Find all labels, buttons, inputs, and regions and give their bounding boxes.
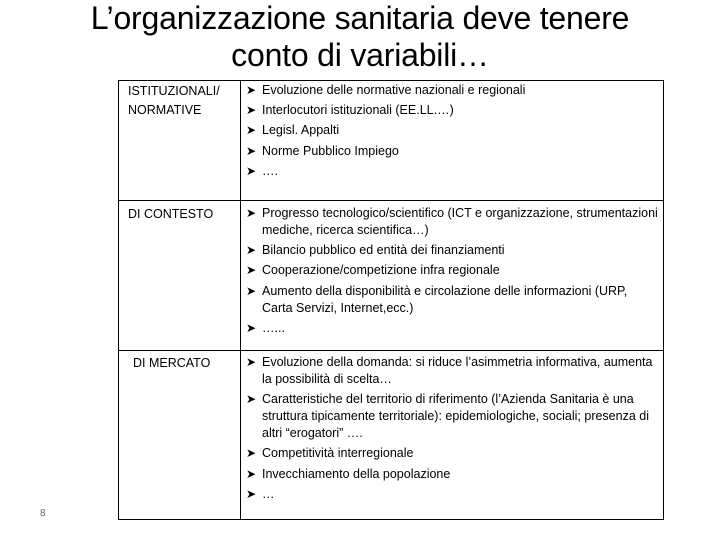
list-item (246, 320, 658, 337)
arrow-bullet-icon: ➤ (246, 123, 257, 138)
arrow-bullet-icon: ➤ (246, 143, 257, 158)
list-item (246, 391, 658, 442)
bullet-list-contesto (246, 205, 658, 340)
row-label-contesto (128, 205, 213, 224)
list-item (246, 82, 658, 99)
list-item (246, 102, 658, 119)
list-item (246, 122, 658, 139)
arrow-bullet-icon: ➤ (246, 263, 257, 278)
bullet-list-mercato (246, 354, 658, 506)
list-item (246, 262, 658, 279)
arrow-bullet-icon: ➤ (246, 486, 257, 501)
arrow-bullet-icon: ➤ (246, 243, 257, 258)
arrow-bullet-icon: ➤ (246, 320, 257, 335)
list-item-text: …... (262, 320, 285, 335)
list-item (246, 205, 658, 239)
arrow-bullet-icon: ➤ (246, 466, 257, 481)
table-column-divider (240, 80, 241, 520)
slide-title (0, 0, 720, 74)
list-item (246, 466, 658, 483)
list-item-text: Aumento della disponibilità e circolazione delle informazioni (URP, Carta Servizi, Internet,ecc.) (262, 283, 628, 315)
list-item-text: Evoluzione della domanda: si riduce l’asimmetria informativa, aumenta la possibilità di scelta… (262, 355, 653, 386)
bullet-list-istituzionali (246, 82, 658, 183)
row-label-line: NORMATIVE (128, 103, 202, 117)
arrow-bullet-icon: ➤ (246, 163, 257, 178)
list-item (246, 354, 658, 388)
arrow-bullet-icon: ➤ (246, 83, 257, 97)
list-item-text: Interlocutori istituzionali (EE.LL.…) (262, 103, 454, 118)
list-item (246, 242, 658, 259)
slide-title-line-1: L’organizzazione sanitaria deve tenere (90, 0, 630, 36)
arrow-bullet-icon: ➤ (246, 446, 257, 461)
list-item-text: Progresso tecnologico/scientifico (ICT e organizzazione, strumentazioni mediche, ricerca scientifica…) (262, 206, 658, 237)
arrow-bullet-icon: ➤ (246, 283, 257, 298)
list-item-text: Legisl. Appalti (262, 123, 340, 138)
list-item (246, 486, 658, 503)
list-item (246, 283, 658, 317)
list-item (246, 143, 658, 160)
table-row-divider (118, 350, 664, 351)
list-item-text: … (262, 486, 275, 501)
list-item-text: Invecchiamento della popolazione (262, 466, 451, 481)
arrow-bullet-icon: ➤ (246, 392, 257, 407)
arrow-bullet-icon: ➤ (246, 355, 257, 369)
list-item-text: Cooperazione/competizione infra regionale (262, 263, 500, 278)
list-item-text: Norme Pubblico Impiego (262, 143, 399, 158)
row-label-mercato (133, 354, 210, 373)
list-item-text: …. (262, 163, 278, 178)
row-label-istituzionali (128, 82, 220, 120)
list-item-text: Bilancio pubblico ed entità dei finanziamenti (262, 243, 505, 258)
list-item-text: Caratteristiche del territorio di riferimento (l’Azienda Sanitaria è una struttura tipicamente territoriale): epidemiologiche, sociali; presenza di altri “erogatori” …. (262, 392, 649, 441)
list-item (246, 163, 658, 180)
row-label-line: DI CONTESTO (128, 207, 214, 221)
row-label-line: DI MERCATO (133, 356, 211, 370)
slide-title-line-2: conto di variabili… (231, 37, 489, 73)
arrow-bullet-icon: ➤ (246, 206, 257, 220)
list-item-text: Competitività interregionale (262, 446, 414, 461)
page-number: 8 (40, 508, 46, 519)
list-item-text: Evoluzione delle normative nazionali e regionali (262, 83, 526, 97)
list-item (246, 445, 658, 462)
row-label-line: ISTITUZIONALI/ (128, 84, 220, 98)
table-row-divider (118, 200, 664, 201)
arrow-bullet-icon: ➤ (246, 103, 257, 118)
